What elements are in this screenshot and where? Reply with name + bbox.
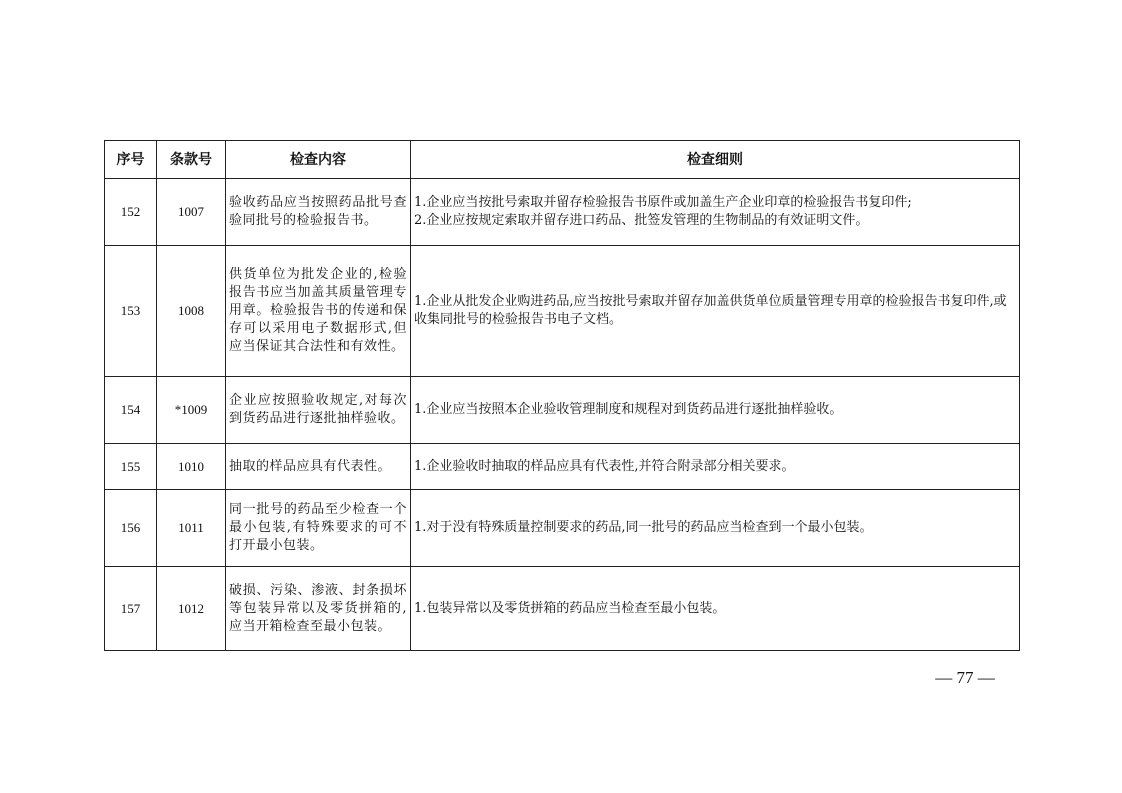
detail-line: 1.包装异常以及零货拼箱的药品应当检查至最小包装。	[414, 600, 726, 616]
row-detail	[411, 567, 1020, 651]
detail-line: 1.对于没有特殊质量控制要求的药品,同一批号的药品应当检查到一个最小包装。	[414, 520, 873, 535]
table-row	[105, 444, 1020, 490]
row-no: 157	[105, 567, 157, 651]
row-no: 154	[105, 377, 157, 444]
row-detail	[411, 179, 1020, 246]
row-content: 破损、污染、渗液、封条损坏等包装异常以及零货拼箱的,应当开箱检查至最小包装。	[226, 567, 411, 651]
table-row	[105, 179, 1020, 246]
detail-line: 1.企业验收时抽取的样品应具有代表性,并符合附录部分相关要求。	[414, 458, 795, 474]
row-content: 验收药品应当按照药品批号查验同批号的检验报告书。	[226, 179, 411, 246]
header-detail: 检查细则	[411, 141, 1020, 179]
row-detail	[411, 444, 1020, 490]
table-row	[105, 567, 1020, 651]
detail-line: 2.企业应按规定索取并留存进口药品、批签发管理的生物制品的有效证明文件。	[414, 213, 869, 228]
row-content: 抽取的样品应具有代表性。	[226, 444, 411, 490]
row-clause: 1010	[157, 444, 226, 490]
table-row	[105, 377, 1020, 444]
header-no: 序号	[105, 141, 157, 179]
row-content: 同一批号的药品至少检查一个最小包装,有特殊要求的可不打开最小包装。	[226, 490, 411, 567]
row-clause: 1008	[157, 246, 226, 377]
row-no: 156	[105, 490, 157, 567]
detail-line: 1.企业应当按批号索取并留存检验报告书原件或加盖生产企业印章的检验报告书复印件;	[414, 195, 912, 210]
inspection-table	[104, 140, 1020, 651]
row-no: 152	[105, 179, 157, 246]
row-detail	[411, 246, 1020, 377]
row-clause: *1009	[157, 377, 226, 444]
row-clause: 1011	[157, 490, 226, 567]
row-detail	[411, 490, 1020, 567]
row-content: 企业应按照验收规定,对每次到货药品进行逐批抽样验收。	[226, 377, 411, 444]
table-row	[105, 490, 1020, 567]
row-clause: 1007	[157, 179, 226, 246]
header-content: 检查内容	[226, 141, 411, 179]
row-detail	[411, 377, 1020, 444]
table-row	[105, 246, 1020, 377]
row-content: 供货单位为批发企业的,检验报告书应当加盖其质量管理专用章。检验报告书的传递和保存可以采用电子数据形式,但应当保证其合法性和有效性。	[226, 246, 411, 377]
row-clause: 1012	[157, 567, 226, 651]
header-clause: 条款号	[157, 141, 226, 179]
row-no: 153	[105, 246, 157, 377]
detail-line: 1.企业从批发企业购进药品,应当按批号索取并留存加盖供货单位质量管理专用章的检验报告书复印件,或收集同批号的检验报告书电子文档。	[414, 294, 1007, 327]
page-number: — 77 —	[935, 668, 995, 687]
table-header-row	[105, 141, 1020, 179]
detail-line: 1.企业应当按照本企业验收管理制度和规程对到货药品进行逐批抽样验收。	[414, 402, 843, 417]
row-no: 155	[105, 444, 157, 490]
